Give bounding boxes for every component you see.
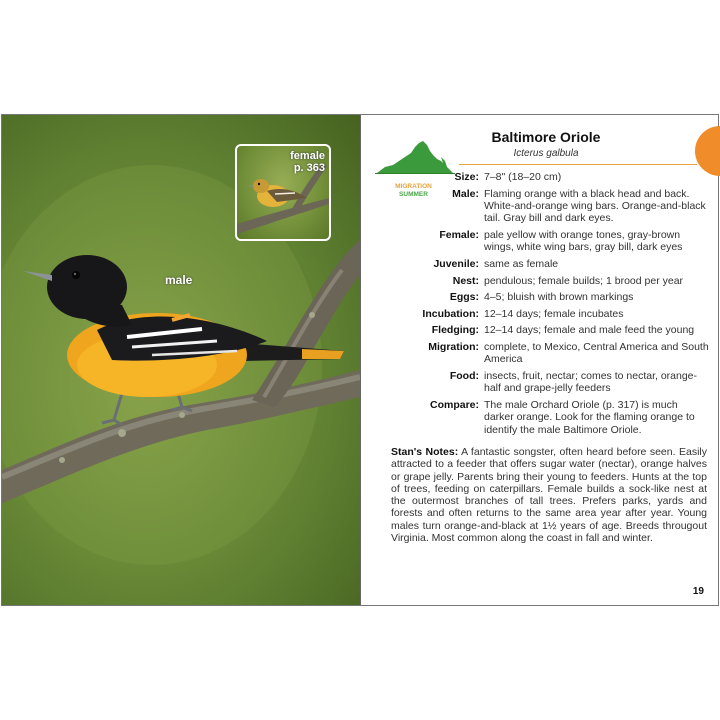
fact-key: Food: (449, 369, 479, 382)
fact-value: The male Orchard Oriole (p. 317) is much darker orange. Look for the flaming orange to identify the male Baltimore Oriole. (484, 398, 695, 436)
female-label (290, 150, 325, 174)
page-number: 19 (692, 586, 704, 597)
fact-value: 7–8" (18–20 cm) (484, 171, 562, 183)
fact-row (373, 370, 709, 395)
female-inset-photo (235, 144, 331, 241)
female-page-ref: p. 363 (293, 162, 325, 174)
color-tab-orange (695, 126, 720, 176)
fact-key: Incubation: (422, 307, 479, 320)
fact-row (373, 229, 709, 254)
fact-row (373, 188, 709, 225)
stans-notes (391, 446, 707, 544)
species-text-page (361, 115, 718, 605)
fact-key: Eggs: (449, 291, 479, 304)
fact-value: Flaming orange with a black head and back. White-and-orange wing bars. Orange-and-black tail. Gray bill and dark eyes. (484, 187, 706, 225)
fact-key: Juvenile: (433, 258, 479, 270)
bird-photo (2, 115, 361, 605)
book-spread (1, 114, 719, 606)
fact-key: Migration: (428, 340, 479, 353)
fact-key: Male: (452, 187, 479, 200)
fact-value: complete, to Mexico, Central America and South America (484, 340, 709, 366)
fact-value: insects, fruit, nectar; comes to nectar, orange-half and grape-jelly feeders (484, 369, 698, 395)
migration-label: MIGRATION (395, 183, 432, 190)
fact-key: Nest: (452, 274, 479, 287)
virginia-map-icon (375, 139, 455, 175)
fact-row (373, 308, 709, 320)
notes-text: A fantastic songster, often heard before seen. Easily attracted to a feeder that offers sugar water (nectar), orange halves or grape jelly. Parents bring their young to feeders. Hunts at the top of trees, feeding on caterpillars. Female builds a sock-like nest at the outermost branches of tall trees. Prefers parks, yards and forests and often returns to the same area year after year. Young males turn orange-and-black at 1½ years of age. Breeds througout Virginia. Most common along the coast in fall and winter. (391, 446, 707, 545)
fact-row (373, 341, 709, 366)
fact-row (373, 258, 709, 270)
fact-key: Compare: (429, 398, 479, 411)
fact-value: 4–5; bluish with brown markings (484, 291, 634, 304)
title-divider (459, 164, 697, 165)
notes-label: Stan's Notes: (391, 446, 459, 458)
fact-key: Female: (439, 229, 479, 241)
fact-row (373, 275, 709, 287)
fact-value: pendulous; female builds; 1 brood per year (484, 274, 684, 287)
fact-key: Fledging: (431, 324, 479, 337)
species-title: Baltimore Oriole (491, 129, 601, 145)
male-label: male (165, 273, 193, 287)
fact-value: 12–14 days; female incubates (484, 307, 624, 320)
fact-row (373, 171, 709, 183)
fact-row (373, 291, 709, 303)
fact-value: same as female (484, 258, 559, 270)
fact-key: Size: (454, 171, 479, 183)
migration-season: SUMMER (399, 191, 428, 198)
fact-row (373, 324, 709, 336)
fact-value: 12–14 days; female and male feed the young (484, 324, 695, 337)
fact-value: pale yellow with orange tones, gray-brown wings, white wing bars, gray bill, dark eyes (484, 229, 683, 254)
fact-row (373, 399, 709, 436)
fact-list (373, 171, 709, 440)
female-label-text: female (290, 150, 325, 162)
scientific-name: Icterus galbula (513, 148, 579, 159)
